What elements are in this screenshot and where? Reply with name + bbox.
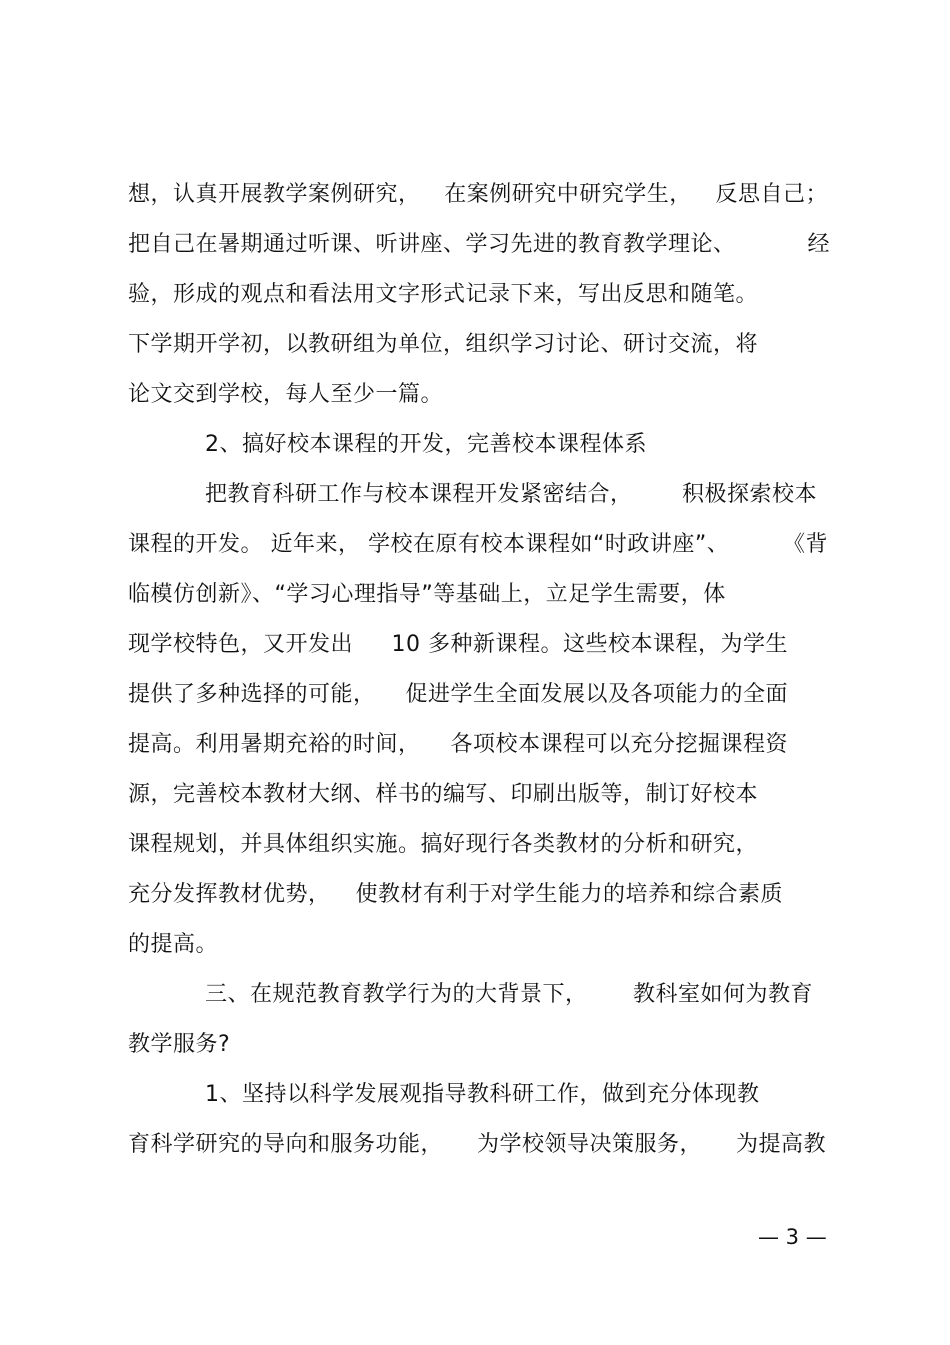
text-line-16: 的提高。	[128, 932, 219, 957]
text-segment: 在案例研究中研究学生，	[444, 182, 692, 207]
text-segment: 积极探索校本	[681, 482, 817, 507]
text-segment: 想，认真开展教学案例研究，	[128, 182, 421, 207]
text-segment: 提供了多种选择的可能，	[128, 682, 376, 707]
text-line-8	[128, 530, 828, 560]
text-segment: 经	[807, 232, 830, 257]
text-segment: 提高。利用暑期充裕的时间，	[128, 732, 421, 757]
text-segment: 把教育科研工作与校本课程开发紧密结合，	[205, 482, 633, 507]
text-segment: 充分发挥教材优势，	[128, 882, 331, 907]
text-segment: 为学校领导决策服务，	[476, 1132, 702, 1157]
text-segment: 现学校特色，又开发出	[128, 632, 354, 657]
text-line-13: 源，完善校本教材大纲、样书的编写、印刷出版等，制订好校本	[128, 782, 759, 807]
text-line-3: 验，形成的观点和看法用文字形式记录下来，写出反思和随笔。	[128, 282, 759, 307]
text-segment: 10 多种新课程。这些校本课程，为学生	[391, 632, 788, 657]
section-heading-2: 2、搞好校本课程的开发，完善校本课程体系	[205, 432, 647, 457]
text-segment: 《背	[782, 532, 828, 557]
text-segment: 把自己在暑期通过听课、听讲座、学习先进的教育教学理论、	[128, 232, 736, 257]
text-segment: 课程的开发。 近年来， 学校在原有校本课程如“时政讲座”、	[128, 532, 730, 557]
text-line-14: 课程规划，并具体组织实施。搞好现行各类教材的分析和研究，	[128, 832, 759, 857]
text-segment: 育科学研究的导向和服务功能，	[128, 1132, 444, 1157]
text-line-20	[128, 1130, 826, 1160]
text-segment: 教科室如何为教育	[632, 982, 813, 1007]
text-line-12	[128, 730, 788, 760]
text-line-19: 1、坚持以科学发展观指导教科研工作，做到充分体现教	[205, 1082, 760, 1107]
text-line-4: 下学期开学初，以教研组为单位，组织学习讨论、研讨交流，将	[128, 332, 759, 357]
text-line-10	[128, 630, 788, 660]
text-segment: 反思自己；	[715, 182, 828, 207]
text-line-1	[128, 180, 828, 210]
text-line-7	[205, 480, 817, 510]
text-segment: 为提高教	[735, 1132, 826, 1157]
text-segment: 促进学生全面发展以及各项能力的全面	[405, 682, 788, 707]
text-line-18: 教学服务?	[128, 1032, 231, 1057]
page-number: — 3 —	[758, 1225, 827, 1249]
text-line-15	[128, 880, 783, 910]
text-line-9: 临模仿创新》、“学习心理指导”等基础上，立足学生需要，体	[128, 582, 726, 607]
text-segment: 各项校本课程可以充分挖掘课程资	[450, 732, 788, 757]
text-line-2	[128, 230, 830, 260]
text-line-5: 论文交到学校，每人至少一篇。	[128, 382, 444, 407]
section-heading-3	[205, 980, 813, 1010]
text-line-11	[128, 680, 788, 710]
text-segment: 三、在规范教育教学行为的大背景下，	[205, 982, 588, 1007]
text-segment: 使教材有利于对学生能力的培养和综合素质	[355, 882, 783, 907]
